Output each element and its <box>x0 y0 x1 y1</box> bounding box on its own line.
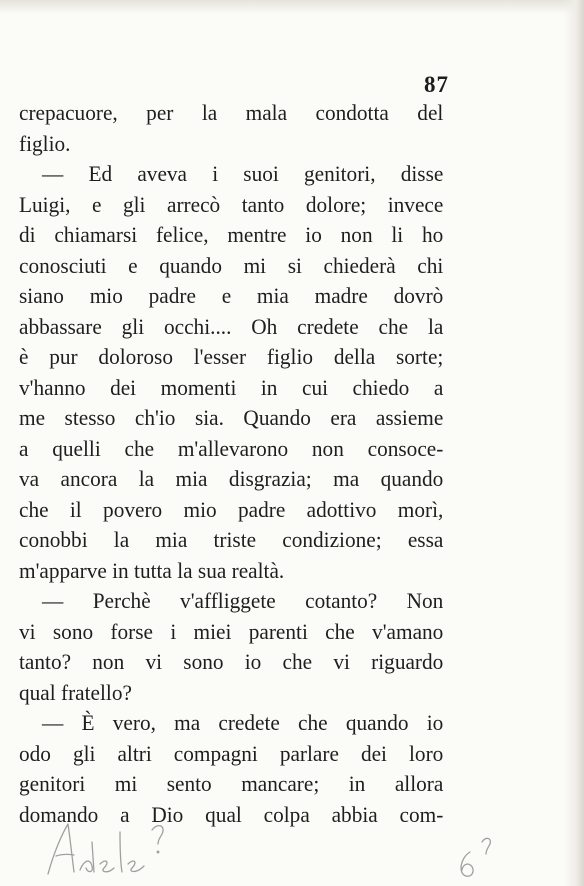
text-line: conobbi la mia triste condizione; essa <box>19 527 444 552</box>
text-line: va ancora la mia disgrazia; ma quando <box>19 466 444 491</box>
text-line: — È vero, ma credete che quando io <box>42 710 444 735</box>
text-line: tanto? non vi sono io che vi riguardo <box>19 649 444 674</box>
text-line: Luigi, e gli arrecò tanto dolore; invece <box>19 191 444 217</box>
text-line: me stesso ch'io sia. Quando era assieme <box>19 405 444 430</box>
text-line: qual fratello? <box>19 679 132 705</box>
handwritten-annotation <box>40 812 580 882</box>
text-line: a quelli che m'allevarono non consoce- <box>19 435 444 461</box>
text-line: vi sono forse i miei parenti che v'amano <box>19 618 444 644</box>
text-line: è pur doloroso l'esser figlio della sorte; <box>19 344 444 369</box>
body-text <box>19 98 443 830</box>
page-top-edge <box>0 0 584 14</box>
text-line: crepacuore, per la mala condotta del <box>19 100 444 125</box>
text-line: — Ed aveva i suoi genitori, disse <box>42 161 444 186</box>
text-line: genitori mi sento mancare; in allora <box>19 771 444 796</box>
text-line: m'apparve in tutta la sua realtà. <box>19 557 285 583</box>
text-line: — Perchè v'affliggete cotanto? Non <box>42 588 444 613</box>
page-right-edge <box>564 0 584 886</box>
text-line: conosciuti e quando mi si chiederà chi <box>19 252 444 278</box>
text-line: domando a Dio qual colpa abbia com- <box>19 801 444 827</box>
text-line: che il povero mio padre adottivo morì, <box>19 496 444 522</box>
page-number: 87 <box>424 72 449 97</box>
text-line: di chiamarsi felice, mentre io non li ho <box>19 222 444 247</box>
text-line: siano mio padre e mia madre dovrò <box>19 283 444 308</box>
text-line: odo gli altri compagni parlare dei loro <box>19 740 444 766</box>
text-line: v'hanno dei momenti in cui chiedo a <box>19 374 444 400</box>
text-line: figlio. <box>19 130 71 156</box>
text-line: abbassare gli occhi.... Oh credete che la <box>19 313 444 339</box>
